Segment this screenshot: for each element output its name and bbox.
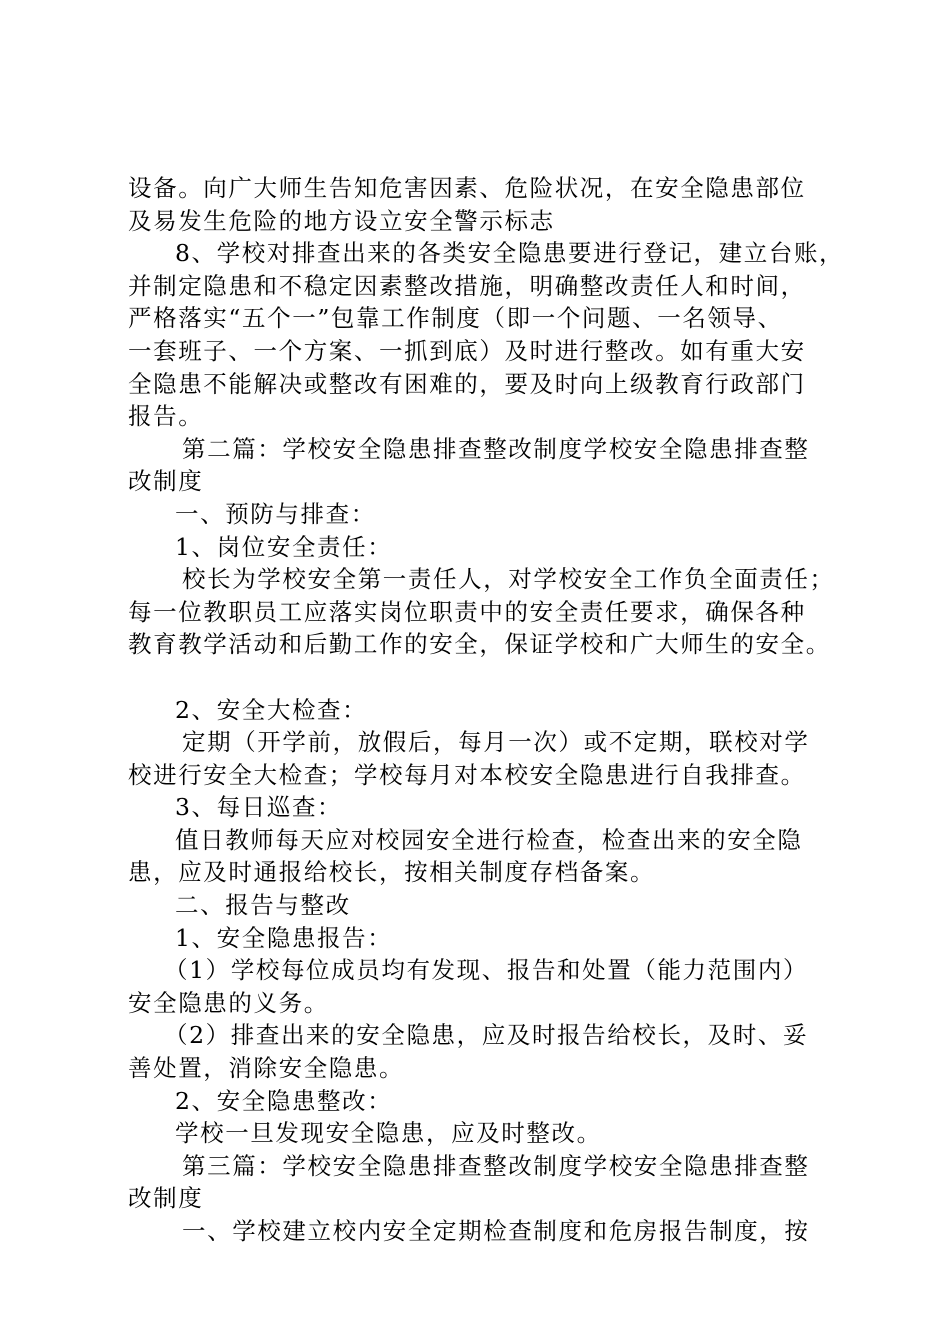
text-line: 及易发生危险的地方设立安全警示标志 [128, 206, 555, 235]
text-line: 并制定隐患和不稳定因素整改措施，明确整改责任人和时间， [128, 271, 806, 300]
text-line: 教育教学活动和后勤工作的安全，保证学校和广大师生的安全。 [128, 630, 831, 659]
text-line: 定期（开学前，放假后，每月一次）或不定期，联校对学 [182, 728, 810, 757]
document-body [128, 172, 848, 1248]
text-line: 值日教师每天应对校园安全进行检查，检查出来的安全隐 [175, 825, 803, 854]
text-line: 1、岗位安全责任： [175, 532, 393, 561]
text-line: 每一位教职员工应落实岗位职责中的安全责任要求，确保各种 [128, 597, 806, 626]
text-line: 3、每日巡查： [175, 793, 343, 822]
text-line: （2）排查出来的安全隐患，应及时报告给校长，及时、妥 [164, 1021, 809, 1050]
text-line: 第二篇：学校安全隐患排查整改制度学校安全隐患排查整 [182, 434, 810, 463]
text-line: 2、安全大检查： [175, 695, 368, 724]
text-line: 2、安全隐患整改： [175, 1086, 393, 1115]
text-line: 患，应及时通报给校长，按相关制度存档备案。 [128, 858, 656, 887]
text-line: 善处置，消除安全隐患。 [128, 1054, 405, 1083]
text-line: 安全隐患的义务。 [128, 988, 329, 1017]
text-line: 改制度 [128, 1184, 204, 1213]
text-line: 8、学校对排查出来的各类安全隐患要进行登记，建立台账， [175, 239, 845, 268]
text-line: 学校一旦发现安全隐患，应及时整改。 [175, 1119, 602, 1148]
text-line: 一、学校建立校内安全定期检查制度和危房报告制度，按 [182, 1217, 810, 1245]
blank-line [128, 661, 848, 694]
text-line: 改制度 [128, 467, 204, 496]
text-line: 校进行安全大检查；学校每月对本校安全隐患进行自我排查。 [128, 760, 806, 789]
text-line: 第三篇：学校安全隐患排查整改制度学校安全隐患排查整 [182, 1151, 810, 1180]
text-line: 1、安全隐患报告： [175, 923, 393, 952]
text-line: 二、报告与整改 [175, 891, 351, 920]
text-line: 严格落实“五个一”包靠工作制度（即一个问题、一名领导、 [128, 304, 783, 333]
text-line: 校长为学校安全第一责任人，对学校安全工作负全面责任； [182, 565, 835, 594]
text-line: 一套班子、一个方案、一抓到底）及时进行整改。如有重大安 [128, 336, 806, 365]
text-line: （1）学校每位成员均有发现、报告和处置（能力范围内） [164, 956, 809, 985]
text-line: 全隐患不能解决或整改有困难的，要及时向上级教育行政部门 [128, 369, 806, 398]
text-line: 报告。 [128, 402, 204, 431]
text-line: 设备。向广大师生告知危害因素、危险状况，在安全隐患部位 [128, 174, 806, 202]
text-line: 一、预防与排查： [175, 499, 376, 528]
